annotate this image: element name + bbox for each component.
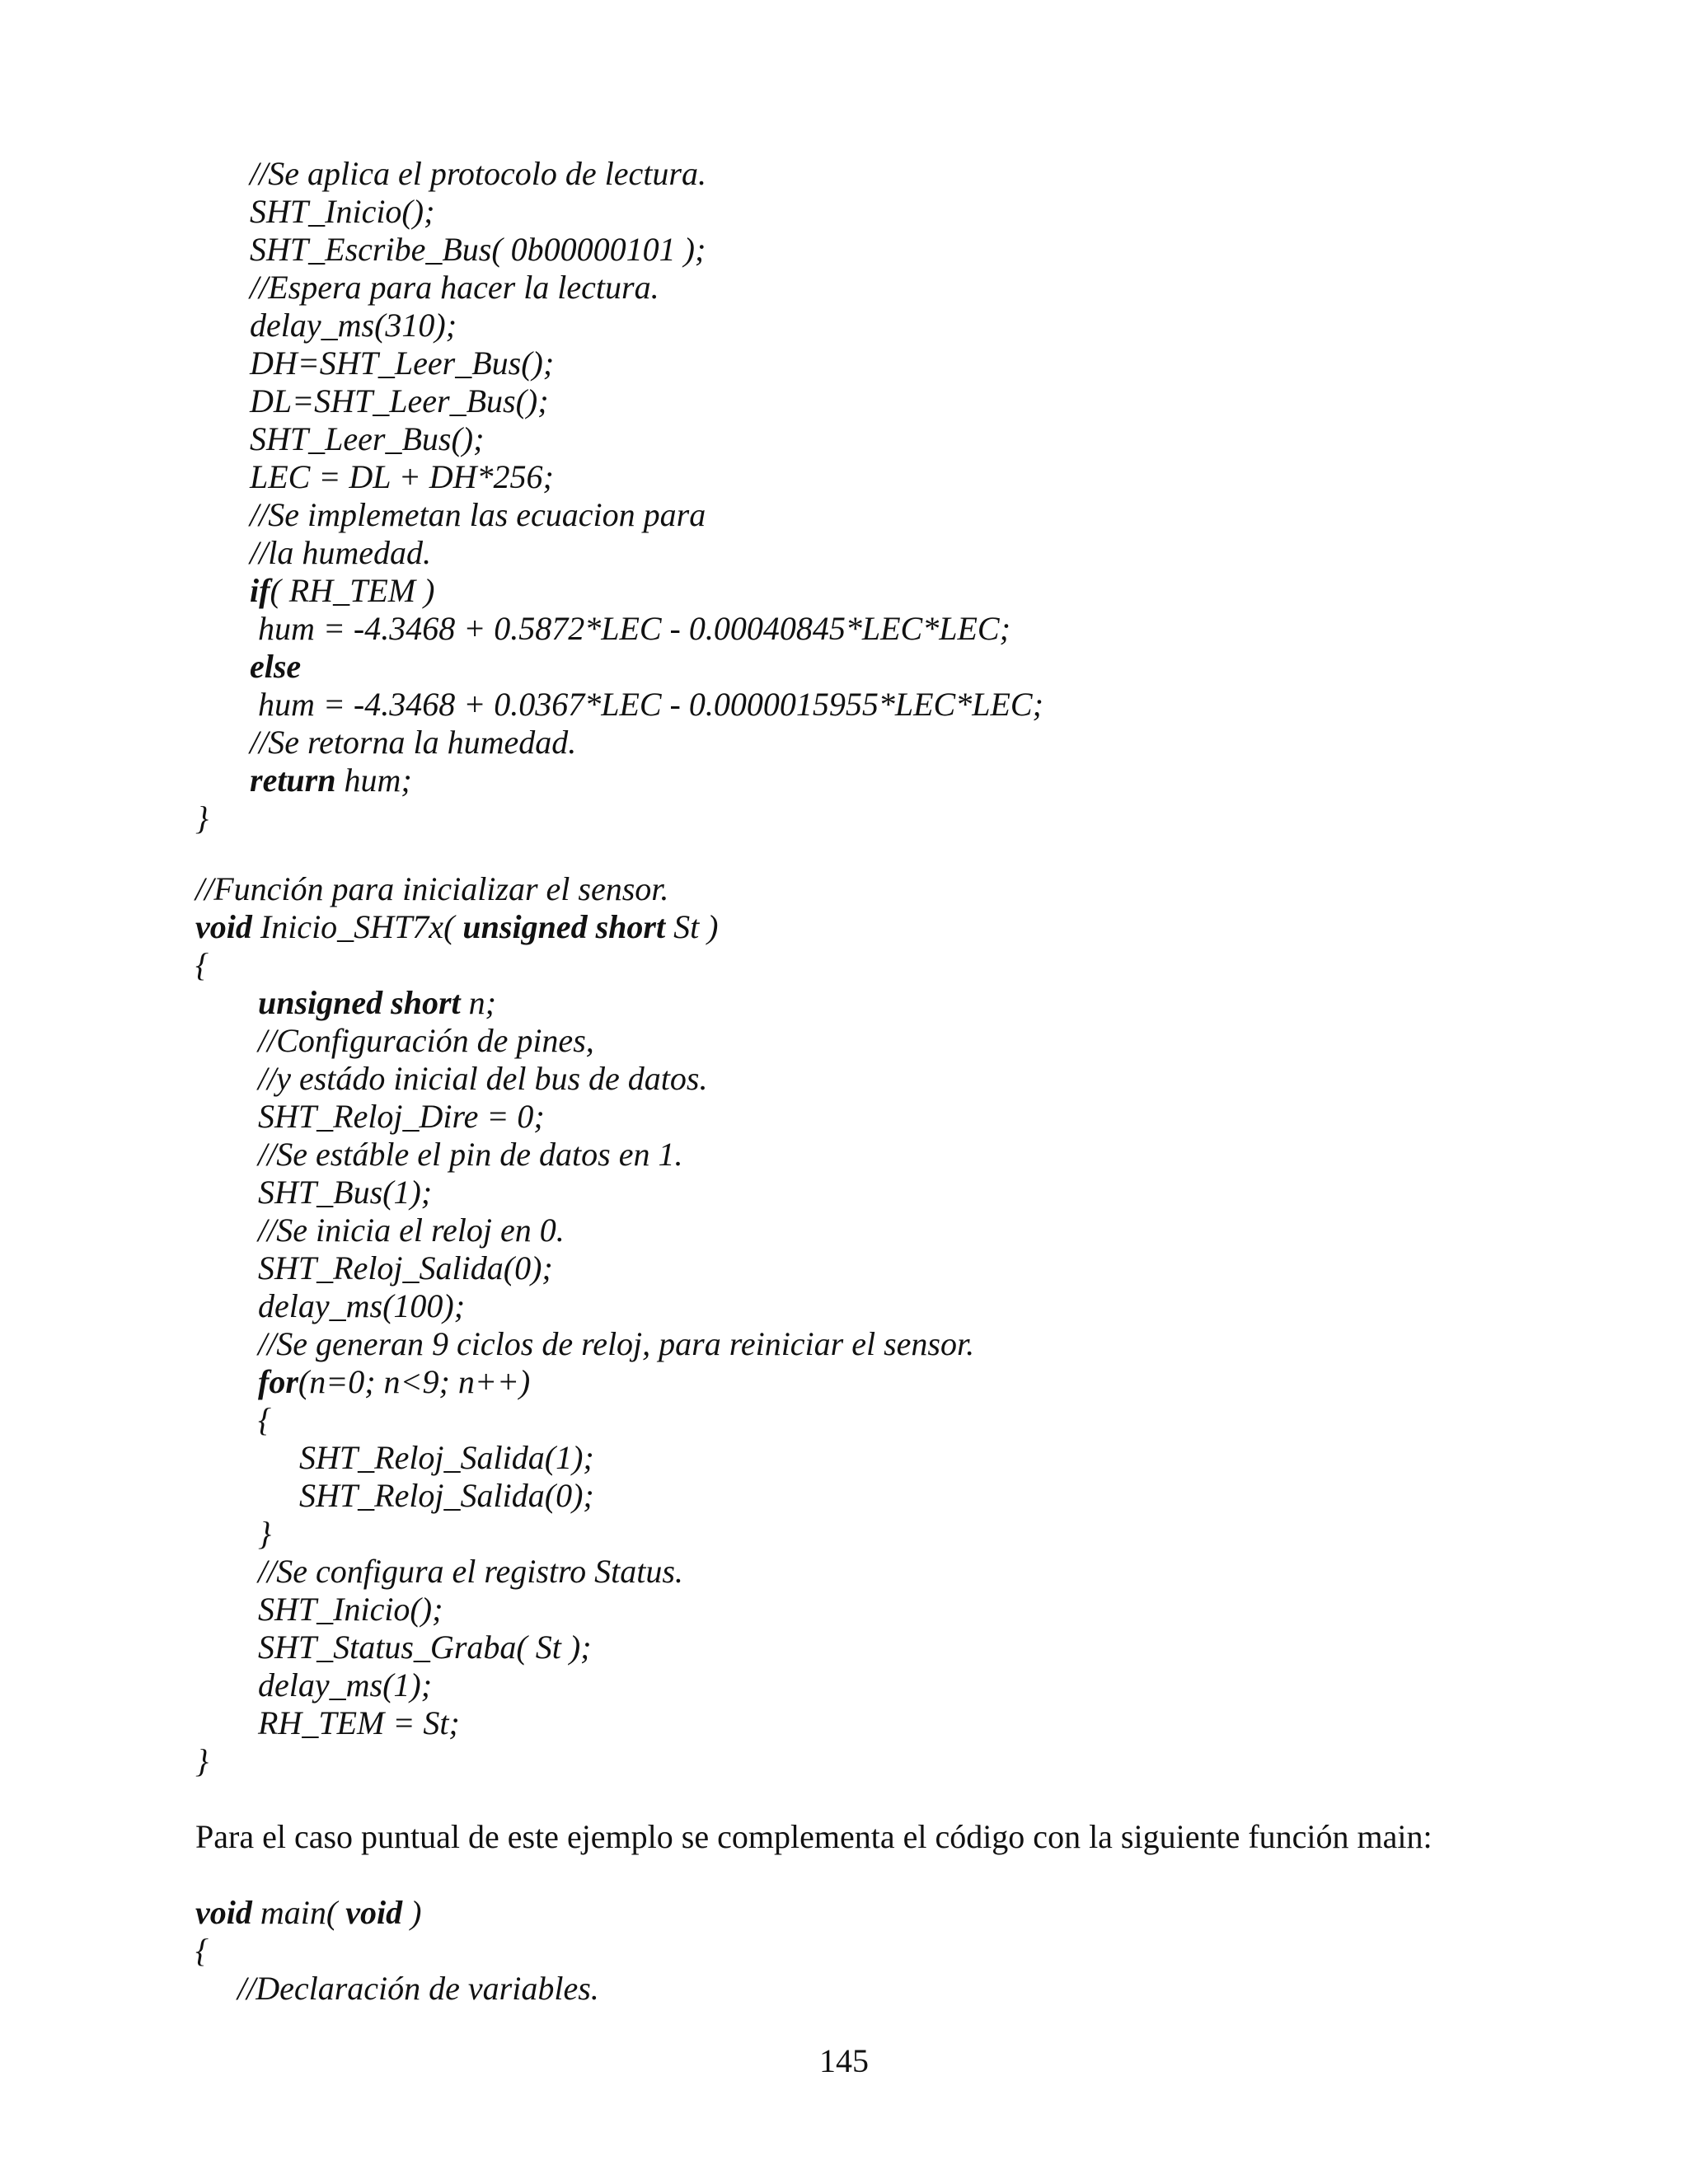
- code-line: LEC = DL + DH*256;: [250, 458, 554, 495]
- code-text: hum;: [335, 762, 412, 799]
- code-text: Inicio_SHT7x(: [251, 908, 463, 945]
- code-block-init-function: [0, 870, 1688, 1780]
- code-text: n;: [460, 984, 496, 1021]
- code-line: hum = -4.3468 + 0.5872*LEC - 0.00040845*LEC*LEC;: [258, 610, 1010, 647]
- code-line: }: [258, 1515, 271, 1552]
- code-line: hum = -4.3468 + 0.0367*LEC - 0.0000015955*LEC*LEC;: [258, 686, 1043, 723]
- code-line: //Espera para hacer la lectura.: [250, 269, 659, 306]
- keyword-return: return: [250, 762, 336, 799]
- code-line: //Se implemetan las ecuacion para: [250, 496, 706, 533]
- code-text: St ): [665, 908, 719, 945]
- code-line: [0, 1894, 1688, 1932]
- code-line: SHT_Reloj_Dire = 0;: [258, 1098, 545, 1135]
- code-line: {: [258, 1401, 271, 1438]
- code-line: //la humedad.: [250, 534, 431, 571]
- code-line: delay_ms(1);: [258, 1666, 433, 1704]
- code-line: //Función para inicializar el sensor.: [195, 870, 669, 907]
- code-line: delay_ms(100);: [258, 1287, 466, 1324]
- code-line: RH_TEM = St;: [258, 1704, 460, 1741]
- code-block-humidity-read: [0, 155, 1688, 837]
- code-line: //Se estáble el pin de datos en 1.: [258, 1136, 683, 1173]
- code-line: SHT_Reloj_Salida(0);: [258, 1249, 553, 1286]
- code-line: [0, 984, 1688, 1022]
- code-line: [0, 572, 1688, 610]
- keyword-unsigned-short: unsigned short: [258, 984, 461, 1021]
- code-line: [0, 1363, 1688, 1401]
- code-line: //y estádo inicial del bus de datos.: [258, 1060, 708, 1097]
- code-line: {: [195, 946, 209, 983]
- keyword-else: else: [250, 648, 302, 685]
- code-line: SHT_Inicio();: [250, 193, 435, 230]
- keyword-if: if: [250, 572, 270, 609]
- code-text: (n=0; n<9; n++): [298, 1363, 531, 1400]
- code-line: //Se configura el registro Status.: [258, 1553, 683, 1590]
- code-text: ): [402, 1894, 422, 1931]
- code-line: SHT_Escribe_Bus( 0b00000101 );: [250, 231, 706, 268]
- code-text: ( RH_TEM ): [270, 572, 435, 609]
- code-line: DH=SHT_Leer_Bus();: [250, 344, 555, 382]
- code-line: SHT_Reloj_Salida(0);: [299, 1477, 594, 1514]
- code-line: //Configuración de pines,: [258, 1022, 594, 1059]
- code-line: //Declaración de variables.: [237, 1970, 599, 2007]
- page-number: 145: [819, 2042, 869, 2079]
- keyword-void: void: [195, 908, 252, 945]
- body-paragraph: Para el caso puntual de este ejemplo se complementa el código con la siguiente función main:: [195, 1818, 1432, 1855]
- keyword-void: void: [195, 1894, 252, 1931]
- code-line: SHT_Status_Graba( St );: [258, 1629, 592, 1666]
- code-line: }: [195, 799, 209, 837]
- code-line: //Se retorna la humedad.: [250, 724, 577, 761]
- code-line: [0, 762, 1688, 799]
- code-line: delay_ms(310);: [250, 307, 457, 344]
- code-line: [0, 908, 1688, 946]
- code-line: SHT_Leer_Bus();: [250, 420, 485, 457]
- code-line: {: [195, 1932, 209, 1969]
- keyword-unsigned-short: unsigned short: [462, 908, 666, 945]
- code-line: //Se aplica el protocolo de lectura.: [250, 155, 706, 192]
- code-line: SHT_Reloj_Salida(1);: [299, 1439, 594, 1476]
- code-block-main-function: [0, 1894, 1688, 2008]
- code-line: SHT_Inicio();: [258, 1591, 443, 1628]
- code-line: [0, 648, 1688, 686]
- code-line: //Se generan 9 ciclos de reloj, para reiniciar el sensor.: [258, 1325, 975, 1362]
- code-line: }: [195, 1742, 209, 1779]
- code-line: //Se inicia el reloj en 0.: [258, 1212, 565, 1249]
- keyword-for: for: [258, 1363, 298, 1400]
- code-line: DL=SHT_Leer_Bus();: [250, 382, 549, 419]
- code-line: SHT_Bus(1);: [258, 1174, 433, 1211]
- keyword-void: void: [345, 1894, 403, 1931]
- code-text: main(: [251, 1894, 346, 1931]
